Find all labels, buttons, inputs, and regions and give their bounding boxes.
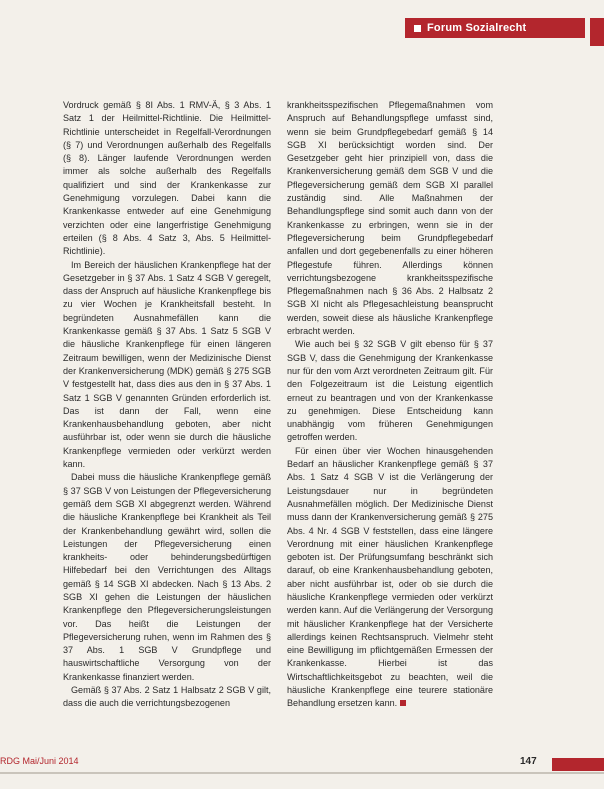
paragraph: Vordruck gemäß § 8I Abs. 1 RMV-Ä, § 3 Abs. 1 Satz 1 der Heilmittel-Richtlinie. Die Heilmittel-Richtlinie unterscheidet in Regelfall-Verordnungen (§ 7) und Verordnungen außerhalb des Regelfalls (§ 8). Länger laufende Verordnungen werden immer als solche außerhalb des Regelfalls qualifiziert und sind der Krankenkasse zur Genehmigung vorzulegen. Dabei kann die Krankenkasse entweder auf eine Genehmigung verzichten oder eine langerfristige Genehmigung erteilen (§ 8 Abs. 4 Satz 3, Abs. 5 Heilmittel-Richtlinie).: [63, 100, 271, 257]
edge-tab: [590, 18, 604, 46]
page-footer: [0, 756, 604, 774]
paragraph: Wie auch bei § 32 SGB V gilt ebenso für § 37 SGB V, dass die Genehmigung der Krankenkasse nur für den vom Arzt verordneten Zeitraum gilt. Für den Folgezeitraum ist die Leistung eigentlich erneut zu beantragen und von der Krankenkasse zu genehmigen. Diese Entscheidung kann unabhängig vom früheren Genehmigungen getroffen werden.: [287, 339, 493, 443]
paragraph: Im Bereich der häuslichen Krankenpflege hat der Gesetzgeber in § 37 Abs. 1 Satz 4 SGB V geregelt, dass der Anspruch auf häusliche Krankenpflege bis zu vier Wochen je Krankheitsfall besteht. In begründeten Ausnahmefällen kann die Krankenkasse gemäß § 37 Abs. 1 Satz 5 SGB V die häusliche Krankenpflege für einen längeren Zeitraum bewilligen, wenn der Medizinische Dienst der Krankenversicherung (MDK) gemäß § 275 SGB V festgestellt hat, dass dies aus den in § 37 Abs. 1 Satz 1 SGB V genannten Gründen erforderlich ist. Das ist dann der Fall, wenn eine Krankenhausbehandlung geboten, aber nicht ausführbar ist, oder wenn sie durch die häusliche Krankenpflege vermieden oder verkürzt werden kann.: [63, 259, 271, 470]
paragraph: Dabei muss die häusliche Krankenpflege gemäß § 37 SGB V von Leistungen der Pflegeversicherung gemäß dem SGB XI abgegrenzt werden. Während die häusliche Krankenpflege bei Krankheit als Teil der Krankenbehandlung gewährt wird, sollen die Leistungen der Pflegeversicherung einen krankheits- oder behinderungsbedürftigen Hilfebedarf bei den Verrichtungen des Alltags gemäß § 14 SGB XI abdecken. Nach § 13 Abs. 2 SGB XI gehen die Leistungen der häuslichen Krankenpflege den Pflegeversicherungsleistungen vor. Das heißt die Leistungen der Pflegeversicherung ruhen, wenn im Rahmen des § 37 Abs. 1 SGB V Grundpflege und hauswirtschaftliche Versorgung von der Krankenkasse finanziert werden.: [63, 472, 271, 682]
footer-rule: [0, 772, 604, 774]
paragraph: Gemäß § 37 Abs. 2 Satz 1 Halbsatz 2 SGB V gilt, dass die auch die verrichtungsbezogenen: [63, 685, 271, 709]
issue-label: RDG Mai/Juni 2014: [0, 756, 79, 766]
paragraph-last: [287, 445, 493, 711]
right-column: [287, 99, 493, 711]
footer-band: [552, 758, 604, 771]
left-column: [63, 99, 271, 711]
section-title: Forum Sozialrecht: [427, 22, 527, 34]
section-header: [405, 18, 585, 38]
header-square-icon: [414, 25, 421, 32]
page-number: 147: [520, 756, 537, 767]
paragraph-text: Für einen über vier Wochen hinausgehenden Bedarf an häuslicher Krankenpflege gemäß § 37 Abs. 1 Satz 4 SGB V ist die Verlängerung der Leistungsdauer nur in begründeten Ausnahmefällen möglich. Der Medizinische Dienst muss dann der Krankenversicherung gemäß § 275 Abs. 4 Nr. 4 SGB V feststellen, dass eine längere Verordnung mit einer häuslichen Krankenpflege geboten ist. Der Prüfungsumfang beschränkt sich darauf, ob eine Krankenhausbehandlung geboten, aber nicht ausführbar ist, oder ob sie durch die häusliche Krankenpflege vermieden oder verkürzt werden kann. Auf die Verlängerung der Versorgung mit häuslicher Krankenpflege hat der Versicherte allerdings keinen Rechtsanspruch. Vielmehr steht eine Bewilligung im pflichtgemäßen Ermessen der Krankenkasse. Hierbei ist das Wirtschaftlichkeitsgebot zu beachten, weil die häusliche Krankenpflege eine teurere stationäre Behandlung ersetzen kann.: [287, 445, 493, 709]
paragraph: krankheitsspezifischen Pflegemaßnahmen vom Anspruch auf Behandlungspflege umfasst sind, wenn sie beim Grundpflegebedarf gemäß § 14 SGB XI berücksichtigt worden sind. Der Gesetzgeber geht hier prinzipiell von, dass die Krankenversicherung gemäß dem SGB V und die Pflegeversicherung gemäß dem SGB XI parallel zuständig sind. Alle Maßnahmen der Behandlungspflege sind somit auch dann von der Krankenkasse zu erbringen, wenn sie in der Pflegeversicherung beim Grundpflegebedarf anfallen und dort gegebenenfalls zu einer höheren Pflegestufe führen. Allerdings können verrichtungsbezogene krankheitsspezifische Pflegemaßnahmen nach § 36 Abs. 2 Halbsatz 2 SGB XI nicht als Pflegesachleistung beansprucht werden, soweit diese als häusliche Krankenpflege erbracht werden.: [287, 100, 493, 337]
end-mark-icon: [400, 700, 406, 706]
